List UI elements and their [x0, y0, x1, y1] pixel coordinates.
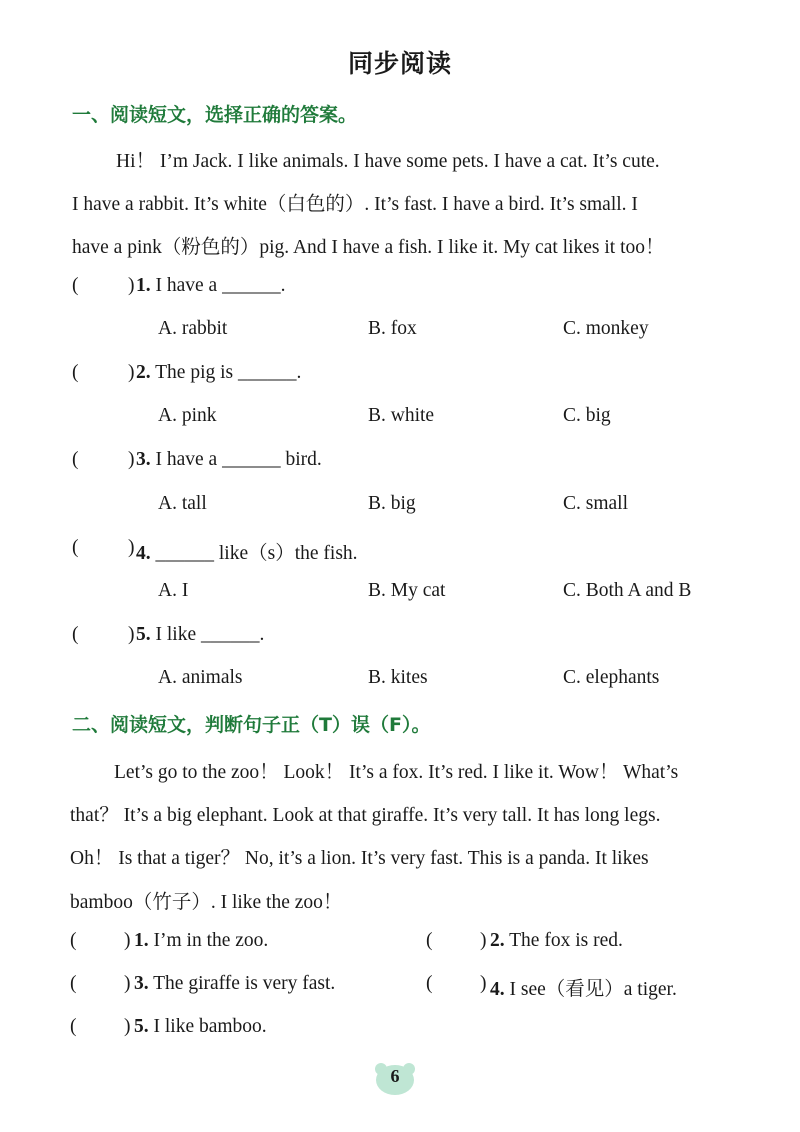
option-b: B. white: [368, 405, 435, 426]
answer-blank-open: (: [426, 973, 433, 994]
option-a: A. tall: [158, 493, 207, 514]
section2-passage-line-4: bamboo（竹子）. I like the zoo！: [70, 892, 343, 913]
question-number: 4.: [136, 543, 151, 564]
statement-number: 5.: [134, 1016, 149, 1037]
option-a: A. I: [158, 580, 189, 601]
option-b: B. My cat: [368, 580, 446, 601]
question-number: 5.: [136, 624, 151, 645]
answer-blank-close: ): [124, 1016, 131, 1037]
question-text: ______ like（s）the fish.: [150, 543, 358, 564]
section1-heading: 一、阅读短文，选择正确的答案。: [72, 104, 358, 126]
answer-blank-open: (: [72, 624, 79, 645]
option-b: B. big: [368, 493, 416, 514]
answer-blank-close: ): [128, 624, 135, 645]
option-b: B. fox: [368, 318, 417, 339]
answer-blank-open: (: [70, 930, 77, 951]
answer-blank-close: ): [128, 449, 135, 470]
answer-blank-close: ): [128, 362, 135, 383]
statement-text: I’m in the zoo.: [148, 930, 269, 951]
section2-passage-line-1: Let’s go to the zoo！ Look！ It’s a fox. It’s red. I like it. Wow！ What’s: [114, 762, 679, 783]
option-a: A. pink: [158, 405, 217, 426]
answer-blank-close: ): [128, 537, 135, 558]
answer-blank-close: ): [128, 275, 135, 296]
page-title: 同步阅读: [347, 49, 452, 78]
statement-number: 4.: [490, 979, 505, 1000]
answer-blank-open: (: [72, 537, 79, 558]
statement-number: 2.: [490, 930, 505, 951]
statement-text: I see（看见）a tiger.: [504, 979, 677, 1000]
answer-blank-open: (: [70, 973, 77, 994]
section1-passage-line-3: have a pink（粉色的）pig. And I have a fish. I like it. My cat likes it too！: [72, 237, 665, 258]
option-c: C. big: [563, 405, 611, 426]
section2-passage-line-3: Oh！ Is that a tiger？ No, it’s a lion. It’s very fast. This is a panda. It likes: [70, 848, 649, 869]
question-text: The pig is ______.: [150, 362, 302, 383]
option-c: C. elephants: [563, 667, 660, 688]
option-c: C. monkey: [563, 318, 649, 339]
answer-blank-open: (: [72, 449, 79, 470]
page-number: 6: [390, 1066, 400, 1086]
statement-number: 3.: [134, 973, 149, 994]
option-a: A. animals: [158, 667, 243, 688]
option-c: C. small: [563, 493, 629, 514]
question-text: I like ______.: [150, 624, 265, 645]
section1-passage-line-1: Hi！ I’m Jack. I like animals. I have some pets. I have a cat. It’s cute.: [116, 151, 660, 172]
statement-text: I like bamboo.: [148, 1016, 267, 1037]
question-number: 3.: [136, 449, 151, 470]
question-number: 1.: [136, 275, 151, 296]
answer-blank-close: ): [124, 930, 131, 951]
option-b: B. kites: [368, 667, 428, 688]
question-text: I have a ______ bird.: [150, 449, 322, 470]
statement-text: The fox is red.: [504, 930, 623, 951]
answer-blank-open: (: [72, 275, 79, 296]
option-a: A. rabbit: [158, 318, 228, 339]
statement-number: 1.: [134, 930, 149, 951]
answer-blank-open: (: [70, 1016, 77, 1037]
question-number: 2.: [136, 362, 151, 383]
answer-blank-close: ): [124, 973, 131, 994]
question-text: I have a ______.: [150, 275, 286, 296]
section1-passage-line-2: I have a rabbit. It’s white（白色的）. It’s fast. I have a bird. It’s small. I: [72, 194, 638, 215]
section2-passage-line-2: that？ It’s a big elephant. Look at that giraffe. It’s very tall. It has long legs.: [70, 805, 661, 826]
statement-text: The giraffe is very fast.: [148, 973, 336, 994]
option-c: C. Both A and B: [563, 580, 692, 601]
answer-blank-close: ): [480, 973, 487, 994]
answer-blank-open: (: [72, 362, 79, 383]
answer-blank-close: ): [480, 930, 487, 951]
section2-heading: 二、阅读短文，判断句子正（T）误（F）。: [72, 714, 431, 736]
answer-blank-open: (: [426, 930, 433, 951]
